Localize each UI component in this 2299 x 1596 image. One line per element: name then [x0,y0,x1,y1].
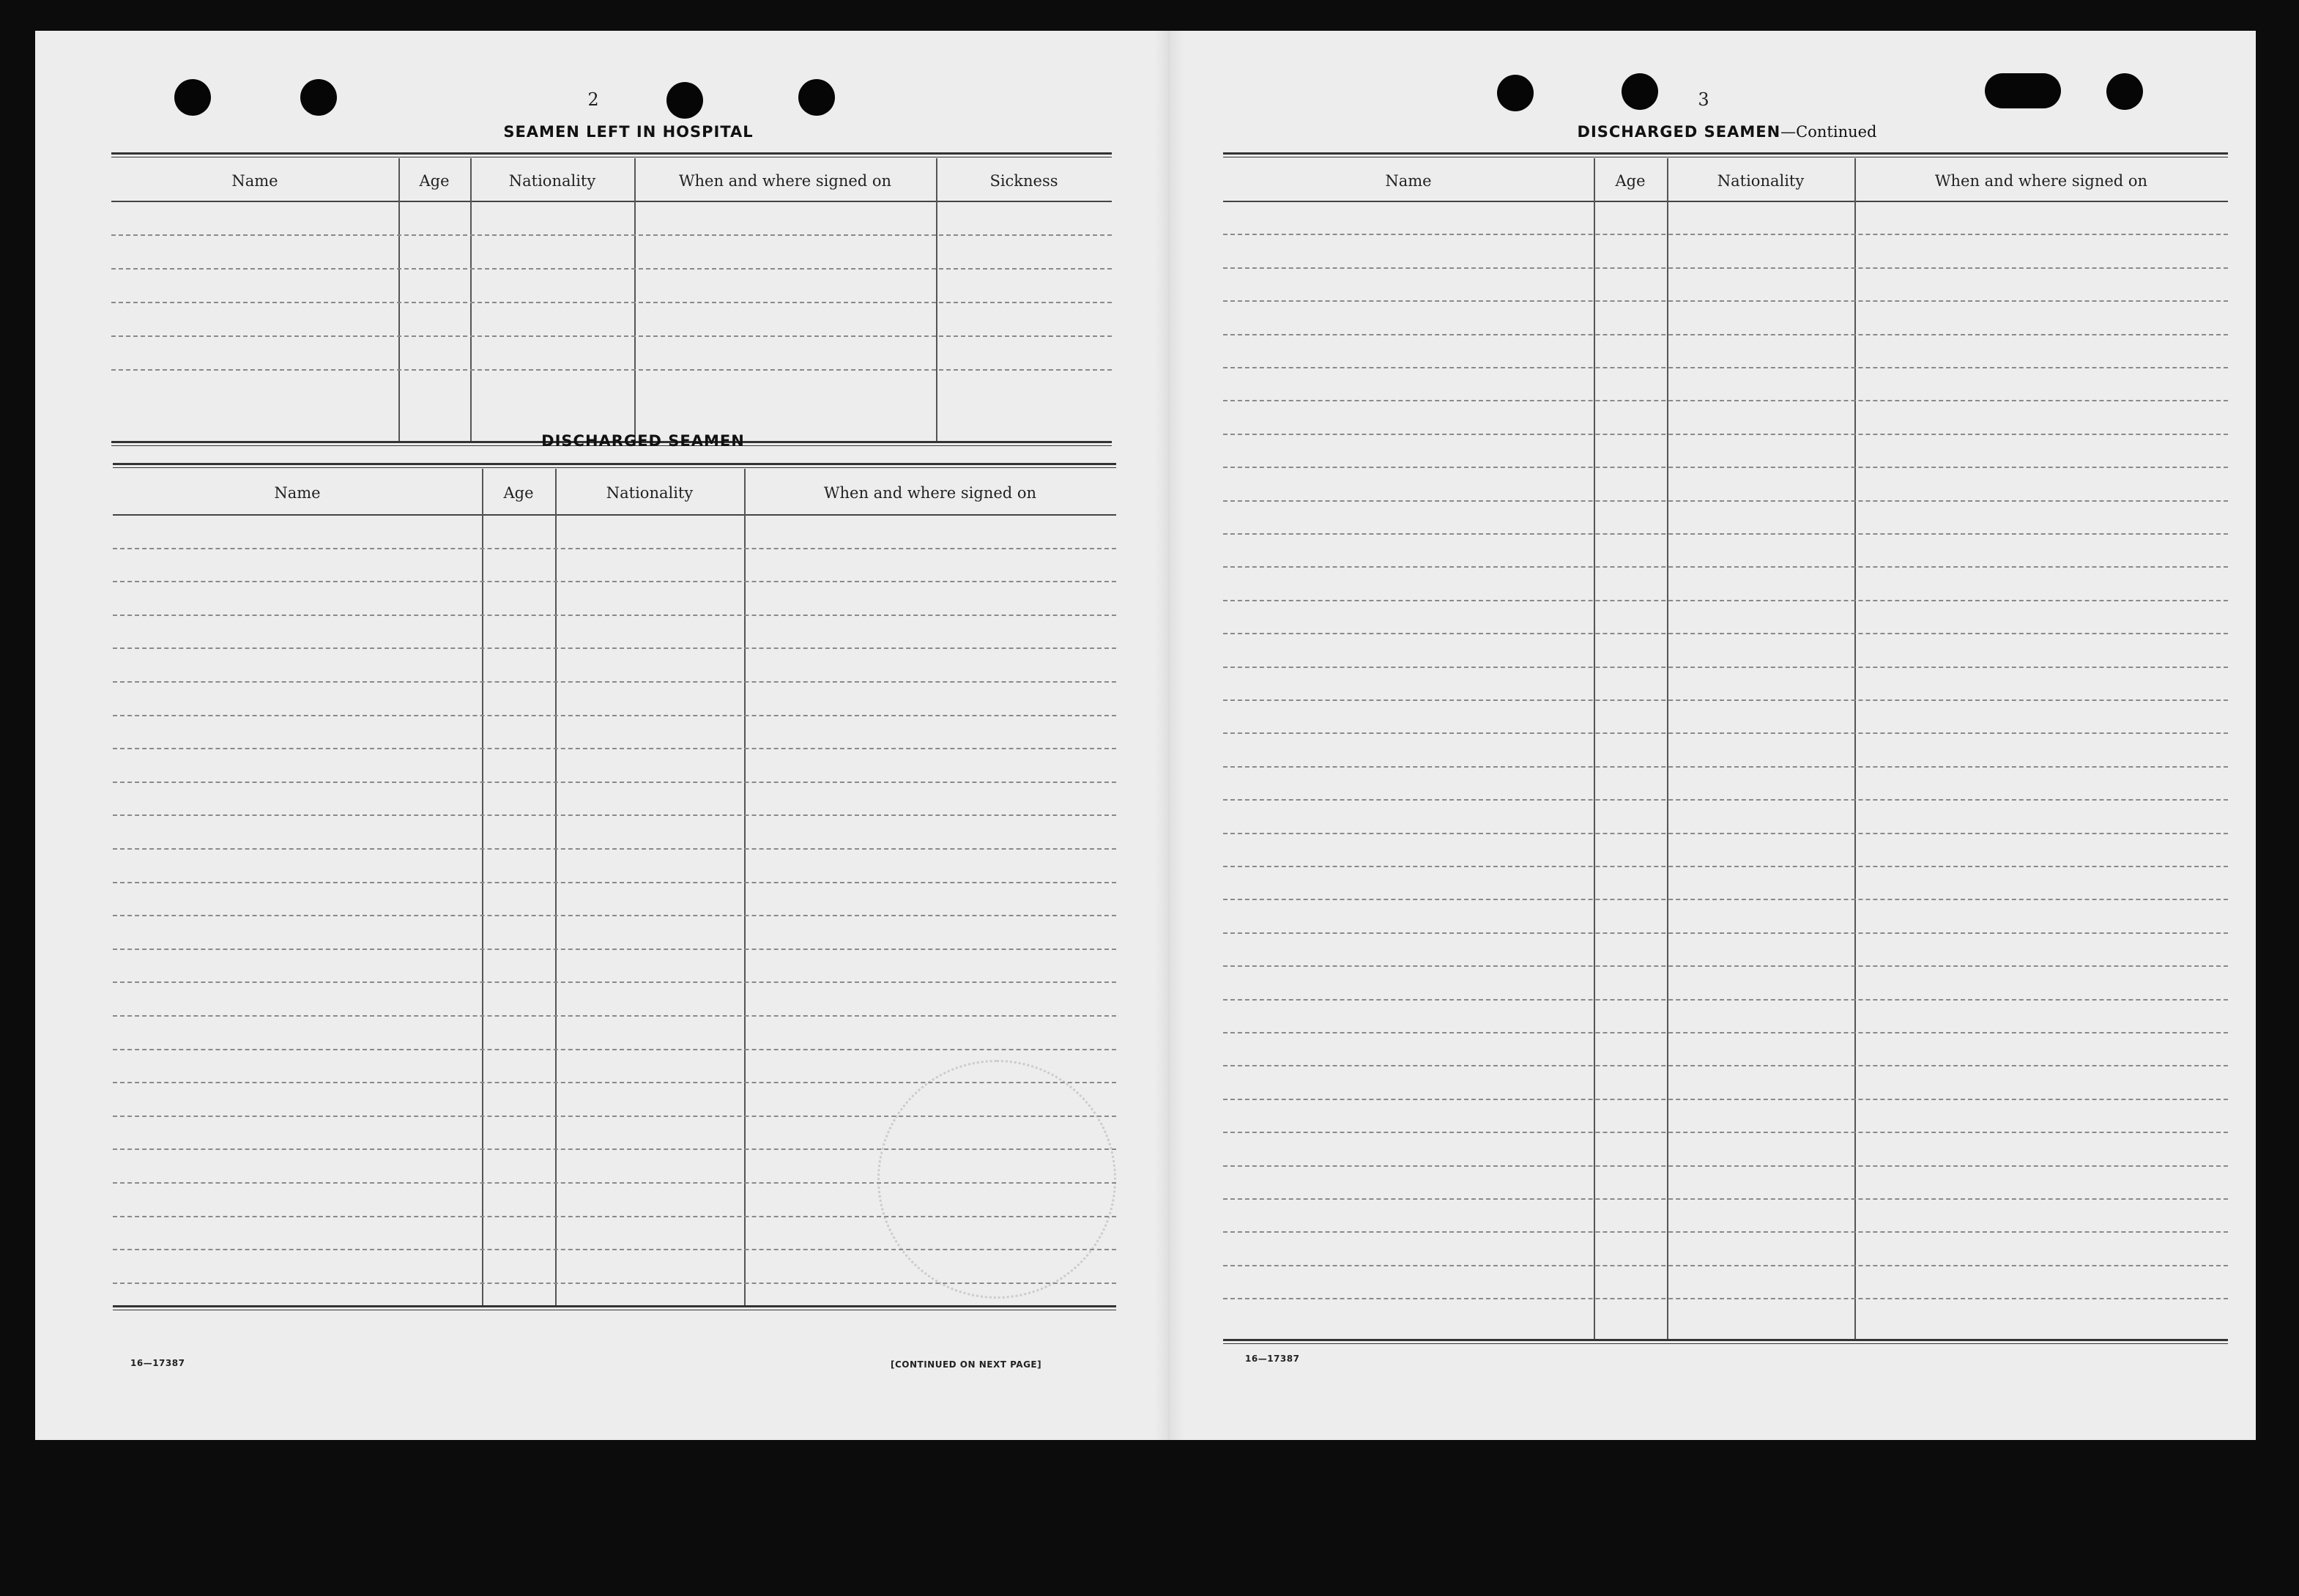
column-header: Age [419,172,450,190]
table-row [1223,533,2228,535]
table-row [1223,1231,2228,1233]
page-number-right: 3 [1698,89,1709,110]
table-row [113,1116,1116,1117]
table-row [111,302,1112,303]
page-number-left: 2 [587,89,599,110]
table-row [113,882,1116,883]
punch-hole [1622,73,1658,110]
table-row [111,335,1112,337]
table-row [1223,766,2228,768]
table-row [1223,999,2228,1001]
continued-section-title-text: DISCHARGED SEAMEN [1577,123,1781,141]
table-row [1223,1032,2228,1033]
column-divider [744,469,746,1305]
column-header: When and where signed on [823,484,1037,502]
table-row [1223,799,2228,801]
table-row [113,981,1116,983]
table-row [1223,732,2228,734]
column-divider [398,158,400,441]
table-row [1223,300,2228,302]
continued-section-title [1427,123,2027,141]
table-row [1223,965,2228,967]
column-divider [1667,158,1668,1339]
table-row [1223,500,2228,502]
table-row [113,581,1116,582]
table-row [113,915,1116,916]
table-row [1223,566,2228,568]
hospital-section-title-text: SEAMEN LEFT IN HOSPITAL [503,123,754,141]
punch-hole [1497,75,1534,111]
column-header: Name [1385,172,1432,190]
table-row [113,1148,1116,1150]
table-row [1223,267,2228,269]
table-row [113,715,1116,716]
column-divider [936,158,937,441]
page-fold [1154,31,1184,1440]
table-row [113,748,1116,749]
punch-hole [798,79,835,116]
column-divider [555,469,557,1305]
table-row [1223,866,2228,867]
column-header: Name [231,172,278,190]
table-header-rule [1223,201,2228,202]
table-row [1223,833,2228,834]
column-header: Age [1615,172,1646,190]
table-bottom-rule [113,1305,1116,1310]
table-row [113,615,1116,616]
table-row [113,1249,1116,1250]
table-row [113,681,1116,683]
table-row [1223,600,2228,601]
form-number-left: 16—17387 [130,1358,185,1368]
column-divider [1594,158,1595,1339]
table-row [1223,1198,2228,1200]
punch-hole [1985,73,2061,108]
column-header: Age [503,484,534,502]
hospital-table [111,152,1112,451]
table-row [1223,1265,2228,1266]
continued-note: [CONTINUED ON NEXT PAGE] [891,1359,1042,1370]
column-header: Nationality [508,172,596,190]
table-row [1223,1099,2228,1100]
table-row [113,1049,1116,1050]
table-row [1223,1132,2228,1133]
table-row [1223,667,2228,668]
table-row [1223,1065,2228,1066]
table-row [1223,400,2228,401]
table-row [111,369,1112,371]
punch-hole [300,79,337,116]
table-row [113,1216,1116,1217]
table-row [111,234,1112,236]
column-divider [470,158,472,441]
column-header: When and where signed on [1934,172,2148,190]
table-row [113,949,1116,950]
document-paper [35,31,2256,1440]
table-row [113,814,1116,816]
table-top-rule [1223,152,2228,157]
table-top-rule [111,152,1112,157]
continued-section-title-suffix: —Continued [1780,123,1877,141]
table-row [1223,699,2228,701]
table-bottom-rule [1223,1339,2228,1344]
discharged-table [113,463,1116,1358]
table-row [1223,899,2228,900]
table-row [113,848,1116,850]
punch-hole [174,79,211,116]
table-row [1223,434,2228,435]
column-divider [634,158,636,441]
table-row [113,1015,1116,1017]
table-row [1223,932,2228,934]
table-row [1223,334,2228,335]
table-row [1223,1298,2228,1299]
table-row [1223,367,2228,368]
discharged-section-title [365,432,921,450]
hospital-section-title [343,123,914,141]
column-divider [1854,158,1856,1339]
punch-hole [666,82,703,119]
table-row [1223,467,2228,468]
table-row [1223,234,2228,235]
table-row [1223,633,2228,634]
table-row [1223,1165,2228,1167]
column-header: When and where signed on [678,172,892,190]
punch-hole [2106,73,2143,110]
table-row [113,782,1116,783]
table-header-rule [113,514,1116,516]
discharged-continued-table [1223,152,2228,1352]
column-header: Nationality [1717,172,1805,190]
table-top-rule [113,463,1116,468]
column-header: Nationality [606,484,694,502]
discharged-section-title-text: DISCHARGED SEAMEN [541,432,745,450]
table-row [113,1182,1116,1184]
column-header: Name [274,484,321,502]
column-divider [482,469,483,1305]
table-header-rule [111,201,1112,202]
form-number-right: 16—17387 [1245,1354,1300,1364]
table-row [113,647,1116,649]
table-row [111,268,1112,270]
table-row [113,1283,1116,1284]
table-row [113,1082,1116,1083]
table-row [113,548,1116,549]
column-header: Sickness [989,172,1058,190]
